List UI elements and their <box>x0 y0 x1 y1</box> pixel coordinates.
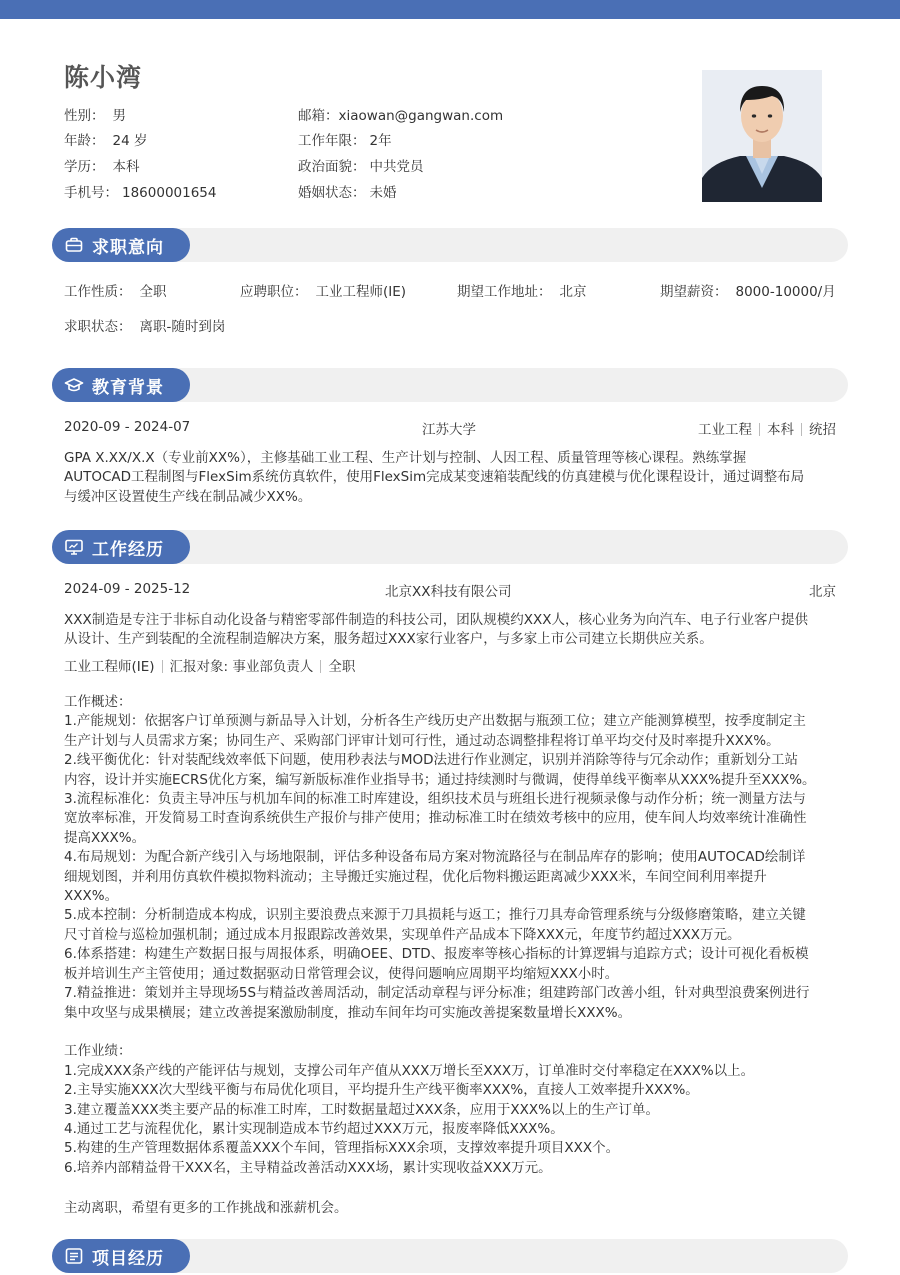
list-icon <box>64 1246 84 1266</box>
work-detail-line: 2.线平衡优化：针对装配线效率低下问题，使用秒表法与MOD法进行作业测定，识别并消除等待与冗余动作；重新划分工站 <box>64 752 799 769</box>
education-level-label: 学历： <box>64 159 105 175</box>
work-role: 工业工程师(IE) <box>64 659 155 675</box>
education-major: 工业工程 <box>698 422 752 438</box>
political-label: 政治面貌： <box>298 159 366 175</box>
section-intent-title: 求职意向 <box>92 237 164 258</box>
education-desc-line: 与缓冲区设置使生产线在制品减少XX%。 <box>64 488 312 505</box>
work-detail-line: 尺寸首检与巡检加强机制；通过成本月报跟踪改善效果，实现单件产品成本下降XXX元，年度节约超过XXX万元。 <box>64 926 741 943</box>
work-detail-line: 5.构建的生产管理数据体系覆盖XXX个车间，管理指标XXX余项，支撑效率提升项目XXX个。 <box>64 1140 620 1157</box>
work-detail-line: 1.产能规划：依据客户订单预测与新品导入计划，分析各生产线历史产出数据与瓶颈工位；建立产能测算模型，按季度制定主 <box>64 713 806 730</box>
political-value: 中共党员 <box>369 159 424 175</box>
phone-row <box>64 184 216 202</box>
job-status-label: 求职状态： <box>64 319 132 335</box>
company-description <box>64 611 836 650</box>
candidate-name: 陈小湾 <box>64 63 143 92</box>
section-intent <box>52 228 848 262</box>
years-label: 工作年限： <box>298 133 366 149</box>
education-description <box>64 449 836 507</box>
work-type: 全职 <box>328 659 356 675</box>
section-project <box>52 1239 848 1273</box>
gender-row <box>64 107 126 125</box>
work-period: 2024-09 - 2025-12 <box>64 581 191 597</box>
age-row <box>64 132 147 150</box>
work-city: 北京 <box>809 584 836 600</box>
work-details <box>64 693 836 1178</box>
marital-label: 婚姻状态： <box>298 185 366 201</box>
location-value: 北京 <box>559 284 587 300</box>
years-value: 2年 <box>369 133 392 149</box>
education-degree: 本科 <box>767 422 794 438</box>
salary-label: 期望薪资： <box>660 284 728 300</box>
political-row <box>298 158 424 176</box>
gender-value: 男 <box>112 108 126 124</box>
monitor-icon <box>64 537 84 557</box>
education-desc-line: AUTOCAD工程制图与FlexSim系统仿真软件，使用FlexSim完成某变速箱装配线的仿真建模与优化课程设计，通过调整布局 <box>64 469 805 486</box>
profile-photo <box>702 70 822 202</box>
salary-value: 8000-10000/月 <box>735 284 836 300</box>
work-company: 北京XX科技有限公司 <box>385 584 512 600</box>
gender-label: 性别： <box>64 108 105 124</box>
intent-row-2 <box>64 318 836 337</box>
age-label: 年龄： <box>64 133 105 149</box>
section-intent-pill <box>52 228 190 262</box>
age-value: 24 岁 <box>112 133 148 149</box>
work-detail-line: 6.培养内部精益骨干XXX名，主导精益改善活动XXX场，累计实现收益XXX万元。 <box>64 1159 552 1176</box>
company-desc-line: 从设计、生产到装配的全流程制造解决方案，服务超过XXX家行业客户，与多家上市公司建立长期供应关系。 <box>64 631 713 648</box>
email-label: 邮箱： <box>298 108 339 124</box>
work-detail-line: 7.精益推进：策划并主导现场5S与精益改善周活动，制定活动章程与评分标准；组建跨部门改善小组，针对典型浪费案例进行 <box>64 985 810 1002</box>
leave-reason: 主动离职，希望有更多的工作挑战和涨薪机会。 <box>64 1200 348 1216</box>
work-detail-line: 集中攻坚与成果横展；建立改善提案激励制度，推动车间年均可实施改善提案数量增长XXX%。 <box>64 1004 632 1021</box>
education-school: 江苏大学 <box>422 422 476 438</box>
position-value: 工业工程师(IE) <box>315 284 407 300</box>
years-row <box>298 132 392 150</box>
work-detail-line: 宽放率标准，开发简易工时查询系统供生产报价与排产使用；推动标准工时在绩效考核中的应用，使车间人均效率统计准确性 <box>64 810 807 827</box>
avatar-portrait-icon <box>702 70 822 202</box>
phone-label: 手机号： <box>64 185 118 201</box>
work-detail-line: 1.完成XXX条产线的产能评估与规划，支撑公司年产值从XXX万增长至XXX万，订单准时交付率稳定在XXX%以上。 <box>64 1062 755 1079</box>
section-education <box>52 368 848 402</box>
job-type-value: 全职 <box>139 284 167 300</box>
section-work <box>52 530 848 564</box>
education-period: 2020-09 - 2024-07 <box>64 419 191 435</box>
work-report: 汇报对象: 事业部负责人 <box>169 659 314 675</box>
work-role-row <box>64 658 836 677</box>
section-project-title: 项目经历 <box>92 1248 164 1269</box>
location-label: 期望工作地址： <box>457 284 552 300</box>
education-level-value: 本科 <box>112 159 140 175</box>
work-detail-line: 3.建立覆盖XXX类主要产品的标准工时库，工时数据量超过XXX条，应用于XXX%以上的生产订单。 <box>64 1101 659 1118</box>
email-row <box>298 107 503 125</box>
job-type-label: 工作性质： <box>64 284 132 300</box>
position-label: 应聘职位： <box>240 284 308 300</box>
education-level-row <box>64 158 140 176</box>
work-detail-line: 细规划图，并利用仿真软件模拟物料流动；主导搬迁实施过程，优化后物料搬运距离减少XXX米，车间空间利用率提升 <box>64 868 767 885</box>
work-detail-line: XXX%。 <box>64 888 119 905</box>
work-detail-line: 3.流程标准化：负责主导冲压与机加车间的标准工时库建设，组织技术员与班组长进行视频录像与动作分析；统一测量方法与 <box>64 791 806 808</box>
work-detail-line <box>64 1023 836 1042</box>
work-detail-line: 2.主导实施XXX次大型线平衡与布局优化项目，平均提升生产线平衡率XXX%，直接人工效率提升XXX%。 <box>64 1082 699 1099</box>
separator <box>162 660 163 673</box>
section-work-title: 工作经历 <box>92 539 164 560</box>
top-accent-bar <box>0 0 900 19</box>
email-value[interactable]: xiaowan@gangwan.com <box>338 108 504 124</box>
marital-row <box>298 184 397 202</box>
briefcase-icon <box>64 235 84 255</box>
section-education-title: 教育背景 <box>92 377 164 398</box>
job-status-value: 离职-随时到岗 <box>139 319 226 335</box>
work-detail-line: 工作业绩： <box>64 1043 132 1060</box>
work-detail-line: 提高XXX%。 <box>64 829 146 846</box>
education-desc-line: GPA X.XX/X.X（专业前XX%），主修基础工业工程、生产计划与控制、人因工程、质量管理等核心课程。熟练掌握 <box>64 450 747 466</box>
section-education-pill <box>52 368 190 402</box>
work-detail-line: 工作概述： <box>64 694 132 710</box>
work-detail-line: 板并培训生产主管使用；通过数据驱动日常管理会议，使得问题响应周期平均缩短XXX小时。 <box>64 965 619 982</box>
marital-value: 未婚 <box>369 185 397 201</box>
work-detail-line: 5.成本控制：分析制造成本构成，识别主要浪费点来源于刀具损耗与返工；推行刀具寿命管理系统与分级修磨策略，建立关键 <box>64 907 806 924</box>
work-detail-line: 生产计划与人员需求方案；协同生产、采购部门评审计划可行性，通过动态调整排程将订单平均交付及时率提升XXX%。 <box>64 732 780 749</box>
separator <box>320 660 321 673</box>
education-tags <box>698 418 836 438</box>
education-enroll: 统招 <box>809 422 836 438</box>
section-work-pill <box>52 530 190 564</box>
graduation-cap-icon <box>64 375 84 395</box>
company-desc-line: XXX制造是专注于非标自动化设备与精密零部件制造的科技公司，团队规模约XXX人，核心业务为向汽车、电子行业客户提供 <box>64 612 808 628</box>
work-detail-line: 4.通过工艺与流程优化，累计实现制造成本节约超过XXX万元，报废率降低XXX%。 <box>64 1120 564 1137</box>
work-detail-line: 4.布局规划：为配合新产线引入与场地限制，评估多种设备布局方案对物流路径与在制品库存的影响；使用AUTOCAD绘制详 <box>64 849 806 866</box>
work-detail-line: 内容，设计并实施ECRS优化方案，编写新版标准作业指导书；通过持续测时与微调，使得单线平衡率从XXX%提升至XXX%。 <box>64 771 816 788</box>
work-detail-line: 6.体系搭建：构建生产数据日报与周报体系，明确OEE、DTD、报废率等核心指标的计算逻辑与追踪方式；设计可视化看板模 <box>64 946 809 963</box>
separator <box>759 423 760 436</box>
phone-value: 18600001654 <box>122 185 217 201</box>
section-project-pill <box>52 1239 190 1273</box>
separator <box>801 423 802 436</box>
